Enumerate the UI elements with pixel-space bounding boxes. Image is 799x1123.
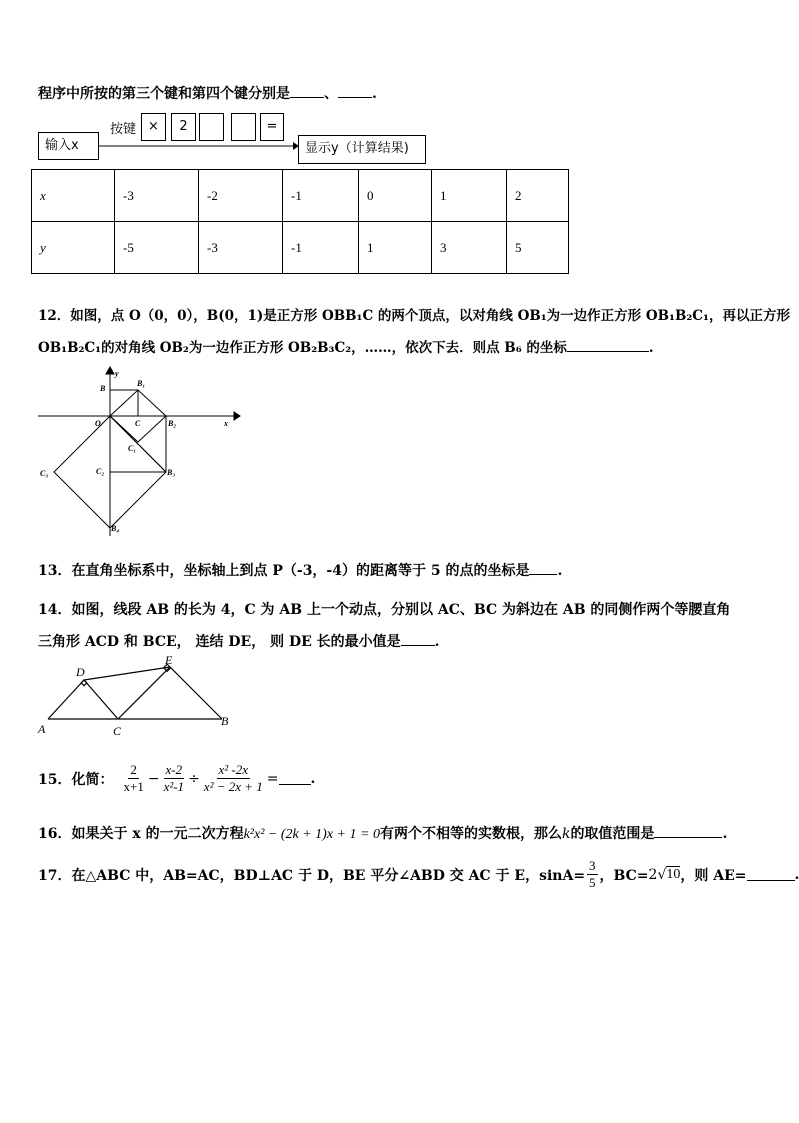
q13-end: . — [557, 563, 563, 579]
q16-question — [38, 823, 727, 843]
q15-question — [38, 762, 315, 795]
label-B4: B₄ — [111, 524, 120, 533]
output-box: 显示y（计算结果) — [298, 135, 426, 164]
q11-sep: 、 — [324, 86, 338, 102]
label-x: x — [224, 419, 228, 428]
q15-end: . — [310, 770, 316, 787]
q16-middle: 有两个不相等的实数根，那么 — [379, 826, 562, 842]
flow-arrow — [99, 140, 299, 152]
answer-blank[interactable] — [279, 772, 311, 785]
label-A: A — [38, 722, 46, 736]
q14-figure — [36, 650, 236, 740]
table-cell: -3 — [199, 222, 283, 274]
denominator: x²-1 — [163, 779, 185, 794]
q11-end: . — [372, 86, 377, 102]
table-cell: 3 — [432, 222, 507, 274]
q17-question — [38, 858, 799, 891]
q12-line2-text: OB₁B₂C₁的对角线 OB₂为一边作正方形 OB₂B₃C₂，……，依次下去．则点 B₆ 的坐标 — [38, 340, 567, 356]
fraction-3 — [202, 762, 265, 795]
answer-blank[interactable] — [747, 868, 795, 881]
input-box: 输入x — [38, 132, 99, 160]
label-B3: B₃ — [167, 468, 176, 477]
label-B2: B₂ — [168, 419, 177, 428]
q13-text: 13．在直角坐标系中，坐标轴上到点 P（-3，-4）的距离等于 5 的点的坐标是 — [38, 563, 530, 579]
label-E: E — [165, 653, 173, 667]
q11-text: 程序中所按的第三个键和第四个键分别是 — [38, 86, 290, 102]
label-O: O — [95, 419, 101, 428]
fraction-1 — [121, 762, 145, 795]
label-C: C — [135, 419, 141, 428]
answer-blank[interactable] — [338, 85, 372, 98]
label-C: C — [113, 724, 122, 738]
table-row — [32, 222, 569, 274]
q12-line1: 12．如图，点 O（0，0），B(0，1)是正方形 OBB₁C 的两个顶点，以对角线 OB₁为一边作正方形 OB₁B₂C₁，再以正方形 — [38, 308, 790, 324]
q17-bc-text: ，BC= — [599, 867, 649, 884]
table-cell: 1 — [432, 170, 507, 222]
label-B: B — [100, 384, 106, 393]
q17-radicand: 10 — [666, 867, 681, 882]
label-y: y — [115, 369, 119, 378]
table-cell: 5 — [507, 222, 569, 274]
q12-figure — [36, 366, 246, 538]
q17-end: . — [794, 866, 799, 883]
q14-line2 — [38, 631, 440, 651]
label-B1: B₁ — [137, 379, 146, 388]
numerator: x² -2x — [218, 762, 249, 777]
q16-prefix: 16．如果关于 x 的一元二次方程 — [38, 826, 244, 842]
key-3 — [199, 113, 224, 141]
sin-fraction — [587, 858, 598, 891]
q15-prefix: 15．化简： — [38, 771, 114, 788]
operator-minus: − — [147, 770, 160, 787]
answer-blank[interactable] — [654, 825, 722, 838]
numerator: 3 — [589, 858, 596, 873]
q14-line2-text: 三角形 ACD 和 BCE， 连结 DE， 则 DE 长的最小值是 — [38, 634, 401, 650]
q11-question — [38, 83, 377, 103]
label-C2: C₂ — [96, 467, 105, 476]
key-4 — [231, 113, 256, 141]
xy-table — [31, 169, 569, 274]
denominator: x² − 2x + 1 — [203, 779, 263, 794]
q17-suffix: ，则 AE= — [680, 867, 747, 884]
q17-prefix: 17．在△ABC 中，AB=AC，BD⊥AC 于 D，BE 平分∠ABD 交 AC 于 E，sinA= — [38, 867, 586, 884]
answer-blank[interactable] — [529, 562, 557, 575]
key-2: 2 — [171, 113, 196, 141]
q17-bc-coef: 2 — [648, 866, 658, 883]
table-cell: -1 — [283, 222, 359, 274]
q12-line2 — [38, 336, 654, 356]
q16-equation: k²x² − (2k + 1)x + 1 = 0 — [243, 827, 380, 842]
key-5: = — [260, 113, 284, 141]
q13-question — [38, 560, 562, 580]
keypress-label: 按键 — [110, 122, 137, 137]
sqrt-sign: √ — [657, 866, 667, 883]
fraction-2 — [162, 762, 187, 795]
key-1: × — [141, 113, 166, 141]
answer-blank[interactable] — [401, 633, 435, 646]
equals-sign: = — [266, 770, 279, 787]
q12-end: . — [648, 340, 654, 356]
answer-blank[interactable] — [567, 339, 649, 352]
table-cell: 1 — [359, 222, 432, 274]
denominator: x+1 — [123, 779, 144, 794]
q16-suffix: 的取值范围是 — [570, 826, 655, 842]
table-cell: 0 — [359, 170, 432, 222]
q16-end: . — [722, 826, 728, 842]
table-row — [32, 170, 569, 222]
table-header-x: x — [32, 170, 115, 222]
label-C3: C₃ — [40, 469, 49, 478]
table-cell: -5 — [115, 222, 199, 274]
numerator: 2 — [130, 762, 137, 777]
answer-blank[interactable] — [290, 85, 324, 98]
table-cell: -1 — [283, 170, 359, 222]
label-B: B — [221, 714, 229, 728]
table-cell: -3 — [115, 170, 199, 222]
operator-divide: ÷ — [188, 770, 200, 787]
q14-line1: 14．如图，线段 AB 的长为 4，C 为 AB 上一个动点，分别以 AC、BC 为斜边在 AB 的同侧作两个等腰直角 — [38, 602, 731, 618]
label-C1: C₁ — [128, 444, 137, 453]
table-header-y: y — [32, 222, 115, 274]
q16-var: k — [561, 826, 571, 842]
denominator: 5 — [589, 875, 596, 890]
numerator: x-2 — [165, 762, 183, 777]
q14-end: . — [434, 634, 440, 650]
table-cell: 2 — [507, 170, 569, 222]
table-cell: -2 — [199, 170, 283, 222]
label-D: D — [76, 665, 85, 679]
